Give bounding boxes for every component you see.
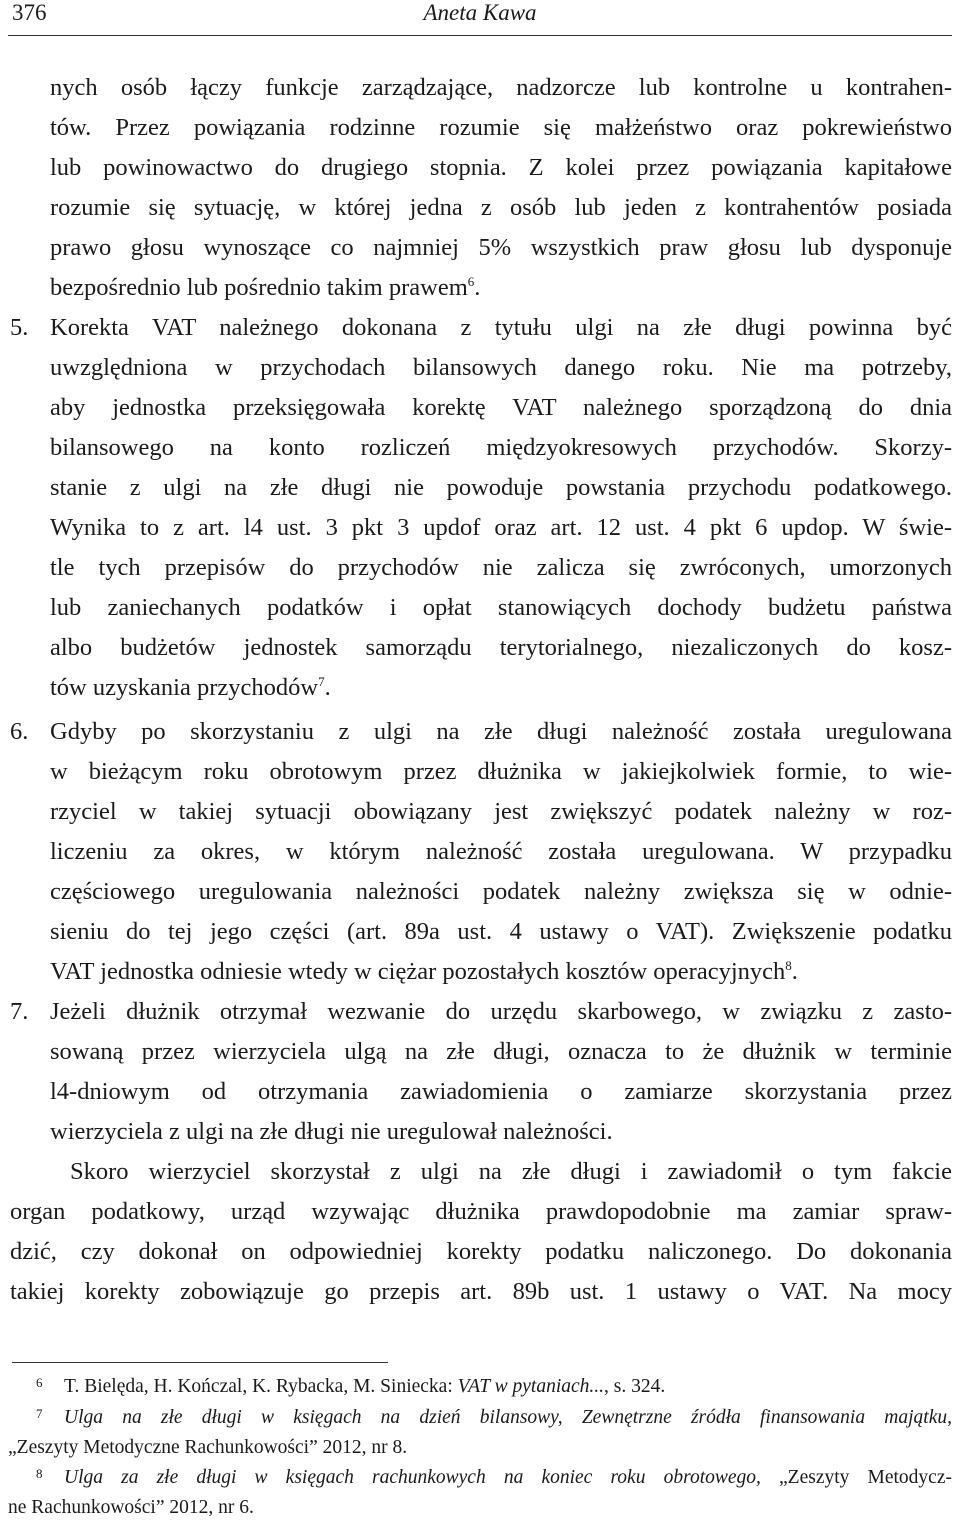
footnote-page: , s. 324. — [604, 1376, 666, 1397]
text-line: dzić, czy dokonał on odpowiedniej korekty podatku naliczonego. Do dokonania — [10, 1238, 952, 1265]
footnote-ref[interactable]: 7 — [318, 673, 325, 689]
footnote-text — [64, 1463, 952, 1493]
footnote-text — [64, 1372, 665, 1402]
footnote-ref[interactable]: 8 — [785, 957, 792, 973]
footnote-authors: T. Bielęda, H. Kończal, K. Rybacka, M. Siniecka: — [64, 1376, 458, 1397]
text-line: sowaną przez wierzyciela ulgą na złe długi, oznacza to że dłużnik w terminie — [50, 1038, 952, 1065]
text-line: sieniu do tej jego części (art. 89a ust. 4 ustawy o VAT). Zwiększenie podatku — [50, 918, 952, 945]
text-line: l4-dniowym od otrzymania zawiadomienia o zamiarze skorzystania przez — [50, 1078, 952, 1105]
text-line: lub zaniechanych podatków i opłat stanowiących dochody budżetu państwa — [50, 594, 952, 621]
footnote-title: VAT w pytaniach... — [457, 1376, 605, 1397]
text-line: w bieżącym roku obrotowym przez dłużnika w jakiejkolwiek formie, to wie- — [50, 758, 952, 785]
text-line: wierzyciela z ulgi na złe długi nie uregulował należności. — [50, 1118, 613, 1145]
footnote-source-cont: ne Rachunkowości” 2012, nr 6. — [8, 1497, 254, 1518]
text-line — [50, 668, 952, 708]
list-number: 6. — [10, 718, 29, 745]
text-line: nych osób łączy funkcje zarządzające, nadzorcze lub kontrolne u kontrahen- — [50, 74, 952, 101]
text-line: tów. Przez powiązania rodzinne rozumie się małżeństwo oraz pokrewieństwo — [50, 114, 952, 141]
page-number: 376 — [12, 0, 47, 25]
footnote-title: Ulga na złe długi w księgach na dzień bilansowy, Zewnętrzne źródła finansowania majątku, — [64, 1407, 952, 1428]
text-line: uwzględniona w przychodach bilansowych danego roku. Nie ma potrzeby, — [50, 354, 952, 381]
line-end: . — [791, 958, 798, 985]
text-line: organ podatkowy, urząd wzywając dłużnika prawdopodobnie ma zamiar spraw- — [10, 1198, 952, 1225]
text-line: liczeniu za okres, w którym należność została uregulowana. W przypadku — [50, 838, 952, 865]
text-line: albo budżetów jednostek samorządu terytorialnego, niezaliczonych do kosz- — [50, 634, 952, 661]
text-line: Skoro wierzyciel skorzystał z ulgi na złe długi i zawiadomił o tym fakcie — [70, 1158, 952, 1185]
footnote-title: Ulga za złe długi w księgach rachunkowych na koniec roku obrotowego, — [64, 1467, 761, 1488]
footnote-6 — [0, 1372, 960, 1402]
text-line: Korekta VAT należnego dokonana z tytułu ulgi na złe długi powinna być — [50, 314, 952, 341]
text-line: Jeżeli dłużnik otrzymał wezwanie do urzędu skarbowego, w związku z zasto- — [50, 998, 952, 1025]
header-rule — [8, 35, 952, 36]
text-line: Gdyby po skorzystaniu z ulgi na złe długi należność została uregulowana — [50, 718, 952, 745]
footnote-7 — [0, 1403, 960, 1463]
text-line: tle tych przepisów do przychodów nie zalicza się zwróconych, umorzonych — [50, 554, 952, 581]
text-line: lub powinowactwo do drugiego stopnia. Z kolei przez powiązania kapitałowe — [50, 154, 952, 181]
text-line: rozumie się sytuację, w której jedna z osób lub jeden z kontrahentów posiada — [50, 194, 952, 221]
footnote-mark: 6 — [36, 1375, 43, 1390]
footnote-source: „Zeszyty Metodycz- — [760, 1467, 952, 1488]
footnote-mark: 7 — [36, 1406, 43, 1421]
footnote-ref[interactable]: 6 — [467, 273, 475, 289]
text-line: stanie z ulgi na złe długi nie powoduje powstania przychodu podatkowego. — [50, 474, 952, 501]
list-number: 5. — [10, 314, 29, 341]
line-end: . — [474, 274, 481, 301]
running-head: Aneta Kawa — [423, 0, 537, 25]
footnote-8 — [0, 1463, 960, 1523]
text-line — [50, 268, 952, 308]
text-line: Wynika to z art. l4 ust. 3 pkt 3 updof oraz art. 12 ust. 4 pkt 6 updop. W świe- — [50, 514, 952, 541]
line-end: . — [324, 674, 331, 701]
page-header — [0, 0, 960, 36]
text-line: prawo głosu wynoszące co najmniej 5% wszystkich praw głosu lub dysponuje — [50, 234, 952, 261]
text-line: takiej korekty zobowiązuje go przepis art. 89b ust. 1 ustawy o VAT. Na mocy — [10, 1278, 952, 1305]
footnote-rule — [12, 1362, 388, 1363]
text-line: bilansowego na konto rozliczeń międzyokresowych przychodów. Skorzy- — [50, 434, 952, 461]
text-line: rzyciel w takiej sytuacji obowiązany jest zwiększyć podatek należny w roz- — [50, 798, 952, 825]
text-line — [50, 952, 952, 992]
text-line: aby jednostka przeksięgowała korektę VAT należnego sporządzoną do dnia — [50, 394, 952, 421]
line-text: VAT jednostka odniesie wtedy w ciężar pozostałych kosztów operacyjnych — [50, 958, 786, 985]
text-line: częściowego uregulowania należności podatek należny zwiększa się w odnie- — [50, 878, 952, 905]
list-number: 7. — [10, 998, 29, 1025]
line-text: bezpośrednio lub pośrednio takim prawem — [50, 274, 468, 301]
line-text: tów uzyskania przychodów — [50, 674, 319, 701]
footnote-mark: 8 — [36, 1466, 43, 1481]
footnote-source: „Zeszyty Metodyczne Rachunkowości” 2012, nr 8. — [8, 1437, 408, 1458]
